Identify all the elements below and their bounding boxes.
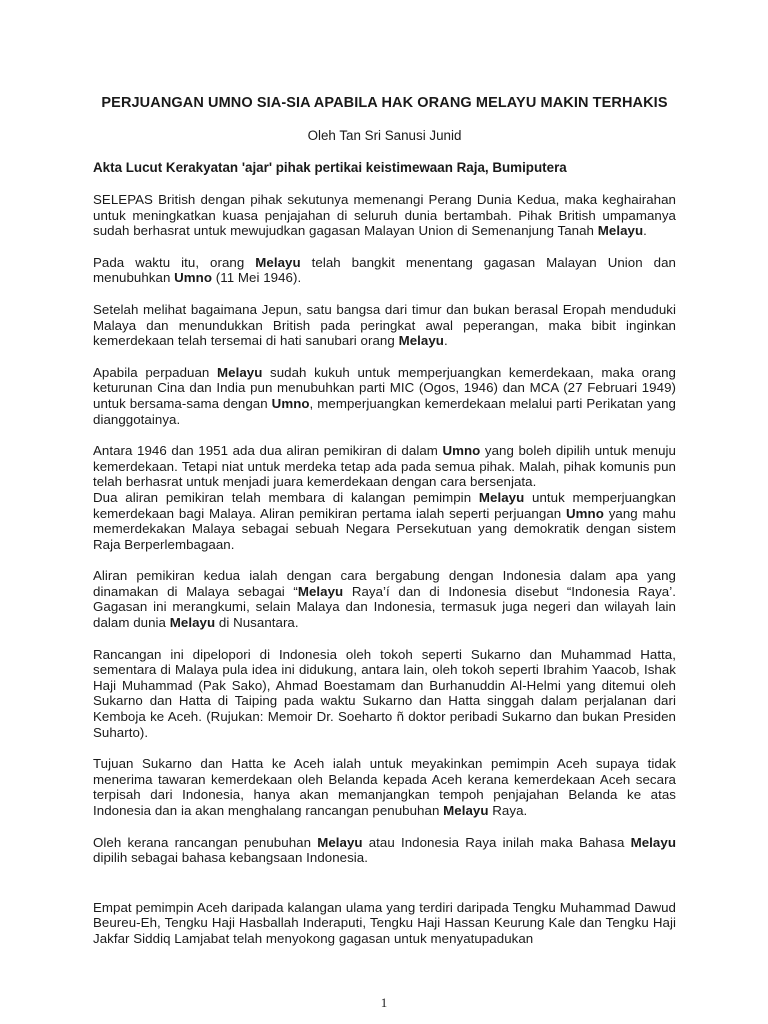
text-run: , memperjuangkan kemerdekaan melalui parti Perikatan yang dianggotainya. [93,395,676,427]
text-run: Antara 1946 dan 1951 ada dua aliran pemikiran di dalam [93,443,443,459]
body-paragraph [93,568,676,630]
bold-term: Melayu [217,364,263,380]
text-run: Raya’í dan di Indonesia disebut “Indonesia Raya’. Gagasan ini merangkumi, selain Malaya dan Indonesia, termasuk juga negeri dan wilayah lain dalam dunia [93,583,676,631]
text-run: Tujuan Sukarno dan Hatta ke Aceh ialah untuk meyakinkan pemimpin Aceh supaya tidak menerima tawaran kemerdekaan oleh Belanda kepada Aceh kerana kemerdekaan Aceh secara terpisah dari Indonesia, hanya akan memanjangkan tempoh penjajahan Belanda ke atas Indonesia dan ia akan menghalang rancangan penubuhan [93,756,676,818]
bold-term: Melayu [255,254,301,270]
bold-term: Umno [566,505,604,521]
body-paragraph [93,365,676,427]
paragraph-gap [93,882,676,900]
bold-term: Umno [442,443,481,459]
page-number: 1 [380,995,388,1010]
bold-term: Melayu [398,333,444,349]
text-run: Empat pemimpin Aceh daripada kalangan ulama yang terdiri daripada Tengku Muhammad Dawud Beureu-Eh, Tengku Haji Hasballah Inderaputi, Tengku Haji Hassan Keurung Kale dan Tengku Haji Jakfar Siddiq Lamjabat telah menyokong gagasan untuk menyatupadukan [93,899,676,946]
body-paragraph [93,255,676,286]
body-paragraph [93,490,676,552]
text-run: Oleh kerana rancangan penubuhan [93,834,318,850]
bold-term: Melayu [443,803,489,818]
body-paragraph [93,756,676,818]
text-run: Dua aliran pemikiran telah membara di kalangan pemimpin [93,489,479,505]
text-run: atau Indonesia Raya inilah maka Bahasa [362,834,631,850]
paragraph-list [93,192,676,947]
author-byline: Oleh Tan Sri Sanusi Junid [307,128,462,143]
text-run: untuk memperjuangkan kemerdekaan bagi Malaya. Aliran pemikiran pertama ialah seperti perjuangan [93,489,676,521]
bold-term: Umno [271,395,310,411]
text-run: Raya. [488,803,528,818]
bold-term: Melayu [478,489,525,505]
text-run: Apabila perpaduan [93,364,217,380]
bold-term: Melayu [317,834,363,850]
body-paragraph [93,443,676,490]
text-run: di Nusantara. [215,615,299,631]
bold-term: Melayu [297,583,344,599]
text-run: . [643,223,647,239]
text-run: (11 Mei 1946). [212,270,302,286]
article-subheading: Akta Lucut Kerakyatan 'ajar' pihak pertikai keistimewaan Raja, Bumiputera [93,160,567,175]
body-paragraph [93,647,676,741]
text-run: yang boleh dipilih untuk menuju kemerdekaan. Tetapi niat untuk merdeka tetap ada pada semua pihak. Malah, pihak komunis pun telah berhasrat untuk menjadi juara kemerdekaan dengan cara bersenjata. [93,443,676,490]
text-run: Rancangan ini dipelopori di Indonesia oleh tokoh seperti Sukarno dan Muhammad Hatta, sementara di Malaya pula idea ini didukung, antara lain, oleh tokoh seperti Ibrahim Yaacob, Ishak Haji Muhammad (Pak Sako), Ahmad Boestamam dan Burhanuddin Al-Helmi yang ditemui oleh Sukarno dan Hatta di Taiping pada waktu Sukarno dan Hatta singgah dalam perjalanan dari Kemboja ke Aceh. (Rujukan: Memoir Dr. Soeharto ñ doktor peribadi Sukarno dan bukan Presiden Suharto). [93,646,676,740]
body-paragraph [93,900,676,947]
text-run: telah bangkit menentang gagasan Malayan Union dan menubuhkan [93,254,676,286]
article-title: PERJUANGAN UMNO SIA-SIA APABILA HAK ORANG MELAYU MAKIN TERHAKIS [101,95,668,111]
text-run: yang mahu memerdekakan Malaya sebagai sebuah Negara Persekutuan yang demokratik dengan sistem Raja Berperlembagaan. [93,505,676,552]
bold-term: Umno [174,270,213,286]
text-run: dipilih sebagai bahasa kebangsaan Indonesia. [93,850,368,866]
text-run: Setelah melihat bagaimana Jepun, satu bangsa dari timur dan bukan berasal Eropah menduduki Malaya dan menundukkan British pada peringkat awal peperangan, maka bibit inginkan kemerdekaan telah tersemai di hati sanubari orang [93,301,676,349]
body-paragraph [93,302,676,349]
body-paragraph [93,192,676,239]
bold-term: Melayu [169,615,216,631]
text-run: Pada waktu itu, orang [93,254,256,270]
bold-term: Melayu [597,223,644,239]
text-run: Aliran pemikiran kedua ialah dengan cara bergabung dengan Indonesia dalam apa yang dinamakan di Malaya sebagai “ [93,568,676,599]
body-paragraph [93,835,676,866]
document-body [93,94,676,963]
text-run: SELEPAS British dengan pihak sekutunya memenangi Perang Dunia Kedua, maka keghairahan untuk meningkatkan kuasa penjajahan di seluruh dunia bertambah. Pihak British umpamanya sudah berhasrat untuk mewujudkan gagasan Malayan Union di Semenanjung Tanah [93,192,676,239]
text-run: . [443,333,448,349]
bold-term: Melayu [630,834,676,850]
text-run: sudah kukuh untuk memperjuangkan kemerdekaan, maka orang keturunan Cina dan India pun menubuhkan parti MIC (Ogos, 1946) dan MCA (27 Februari 1949) untuk bersama-sama dengan [93,364,676,411]
